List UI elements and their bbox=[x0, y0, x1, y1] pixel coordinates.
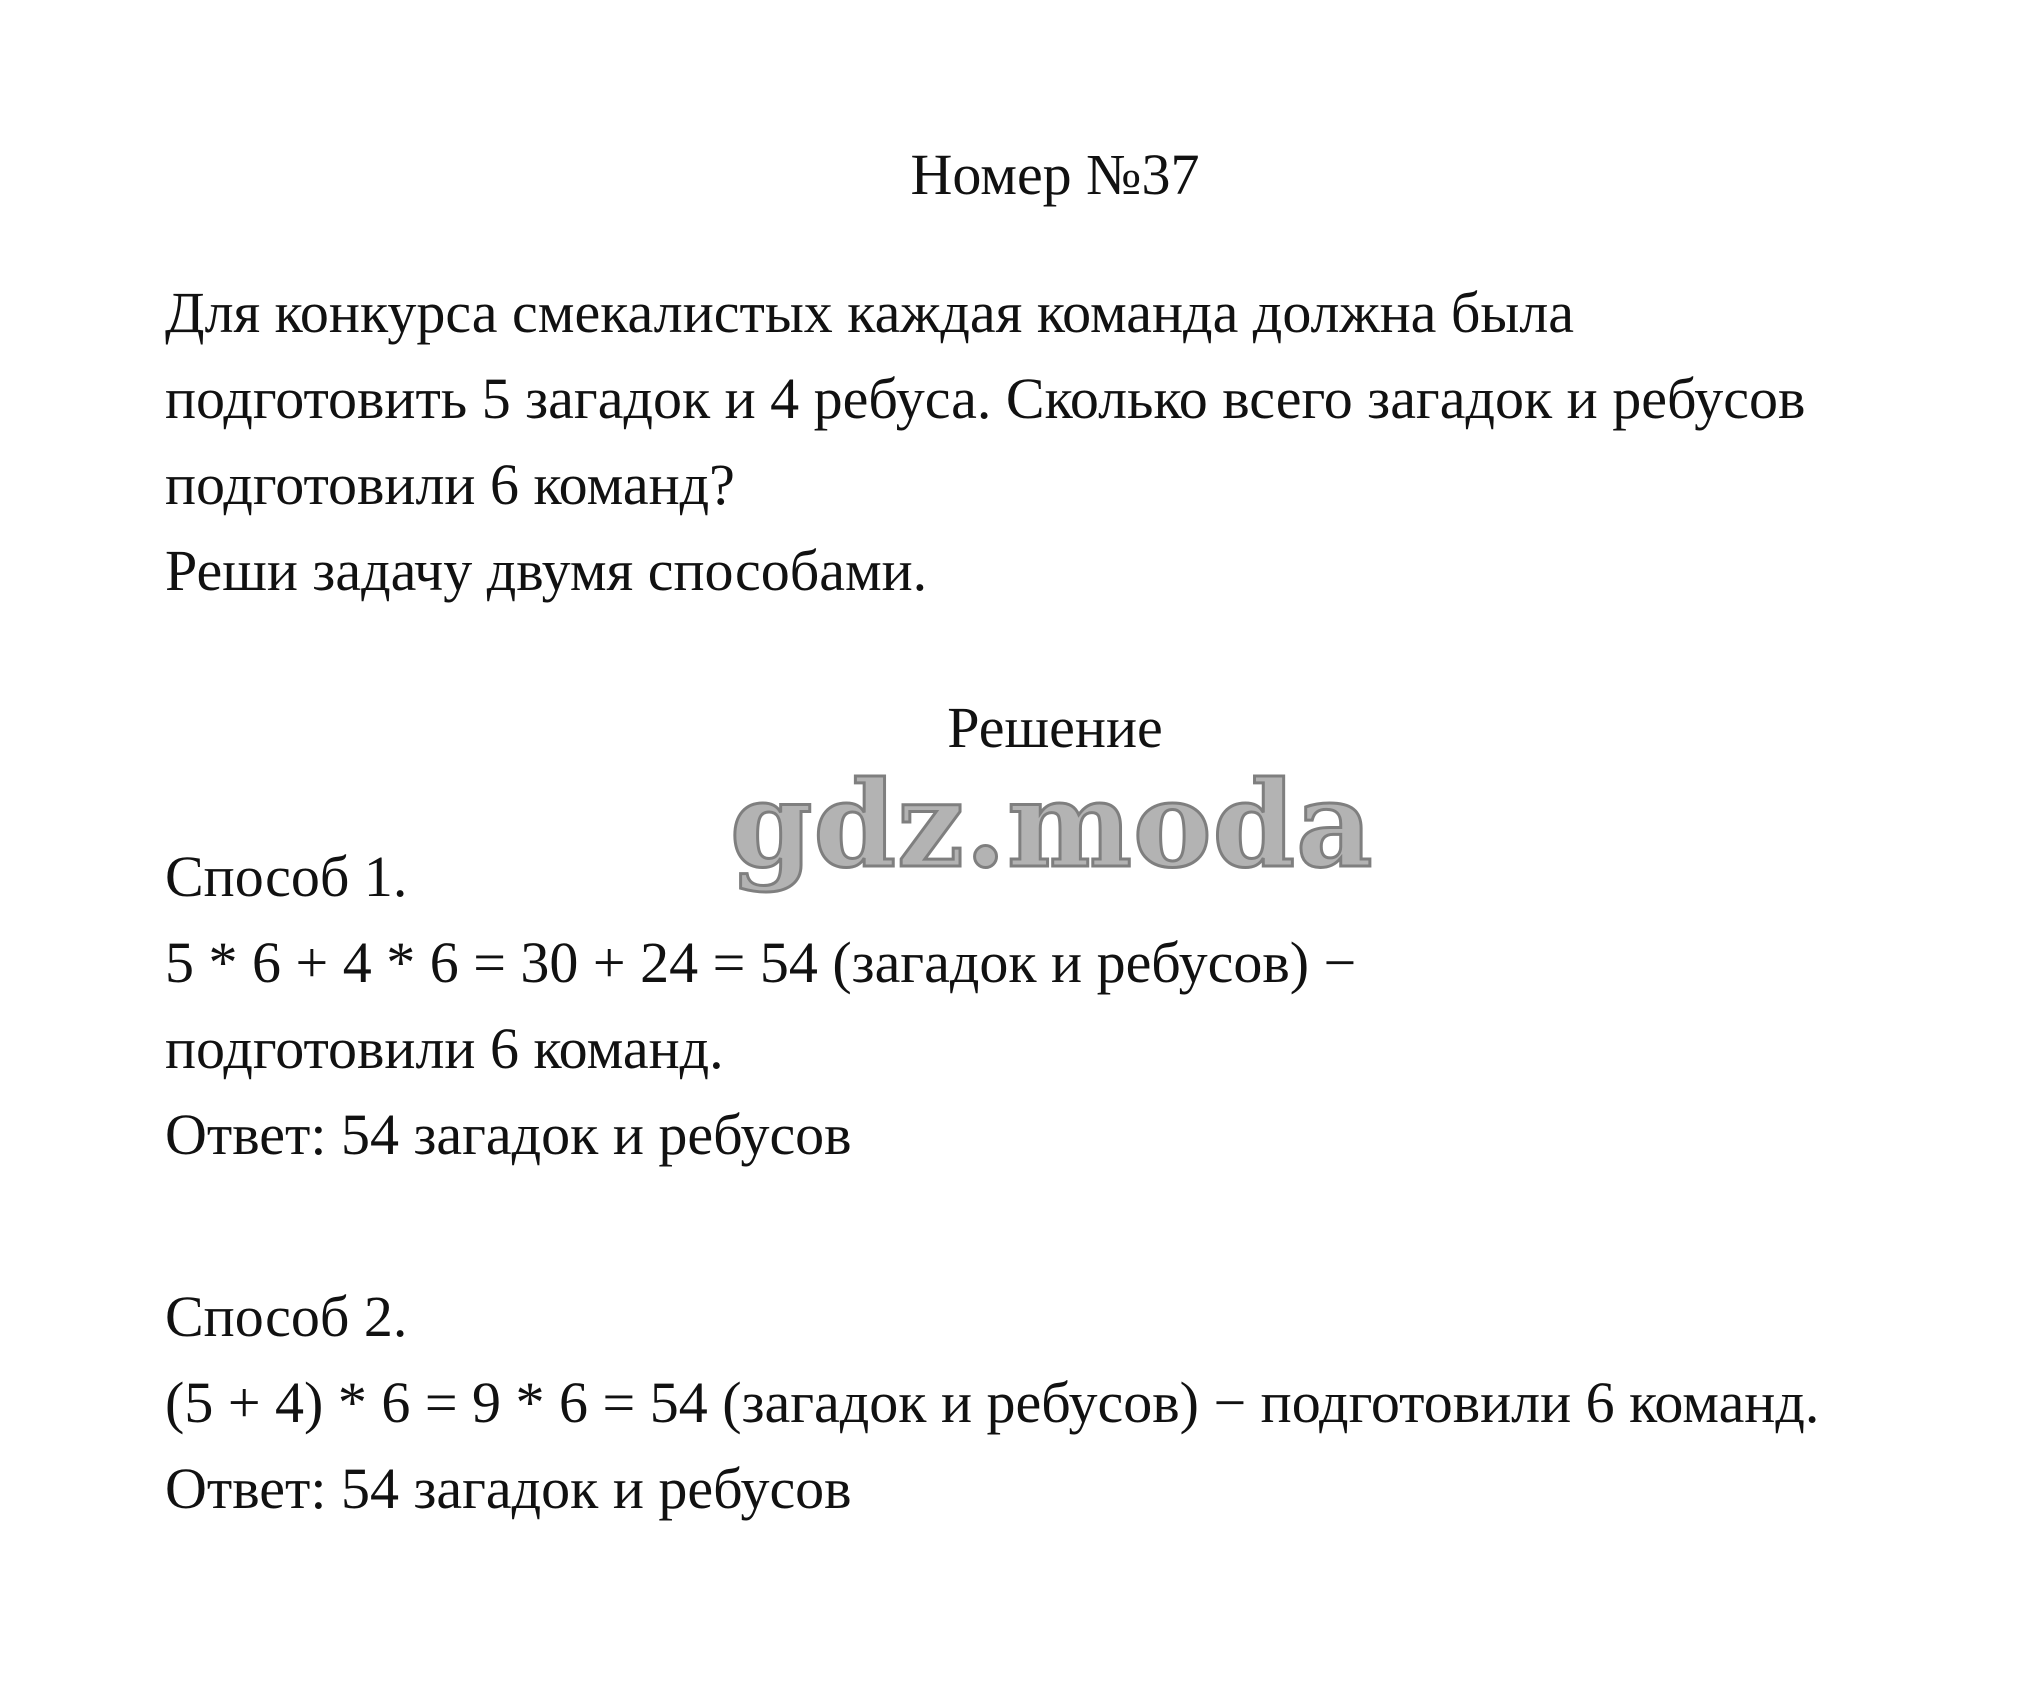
method1-answer: Ответ: 54 загадок и ребусов bbox=[165, 1102, 852, 1167]
method2-heading: Способ 2. bbox=[165, 1284, 408, 1349]
solution-heading: Решение bbox=[947, 695, 1163, 760]
problem-line: Реши задачу двумя способами. bbox=[165, 538, 928, 603]
method1-heading: Способ 1. bbox=[165, 844, 408, 909]
watermark-logo: gdz.moda bbox=[730, 755, 1374, 894]
page-title: Номер №37 bbox=[910, 142, 1200, 207]
method2-answer: Ответ: 54 загадок и ребусов bbox=[165, 1456, 852, 1521]
method1-calculation-cont: подготовили 6 команд. bbox=[165, 1016, 724, 1081]
problem-line: подготовить 5 загадок и 4 ребуса. Сколько всего загадок и ребусов bbox=[165, 366, 1806, 431]
problem-line: Для конкурса смекалистых каждая команда должна была bbox=[165, 280, 1575, 345]
method2-calculation: (5 + 4) * 6 = 9 * 6 = 54 (загадок и ребусов) − подготовили 6 команд. bbox=[165, 1370, 1820, 1435]
problem-line: подготовили 6 команд? bbox=[165, 452, 735, 517]
method1-calculation: 5 * 6 + 4 * 6 = 30 + 24 = 54 (загадок и ребусов) − bbox=[165, 930, 1357, 995]
